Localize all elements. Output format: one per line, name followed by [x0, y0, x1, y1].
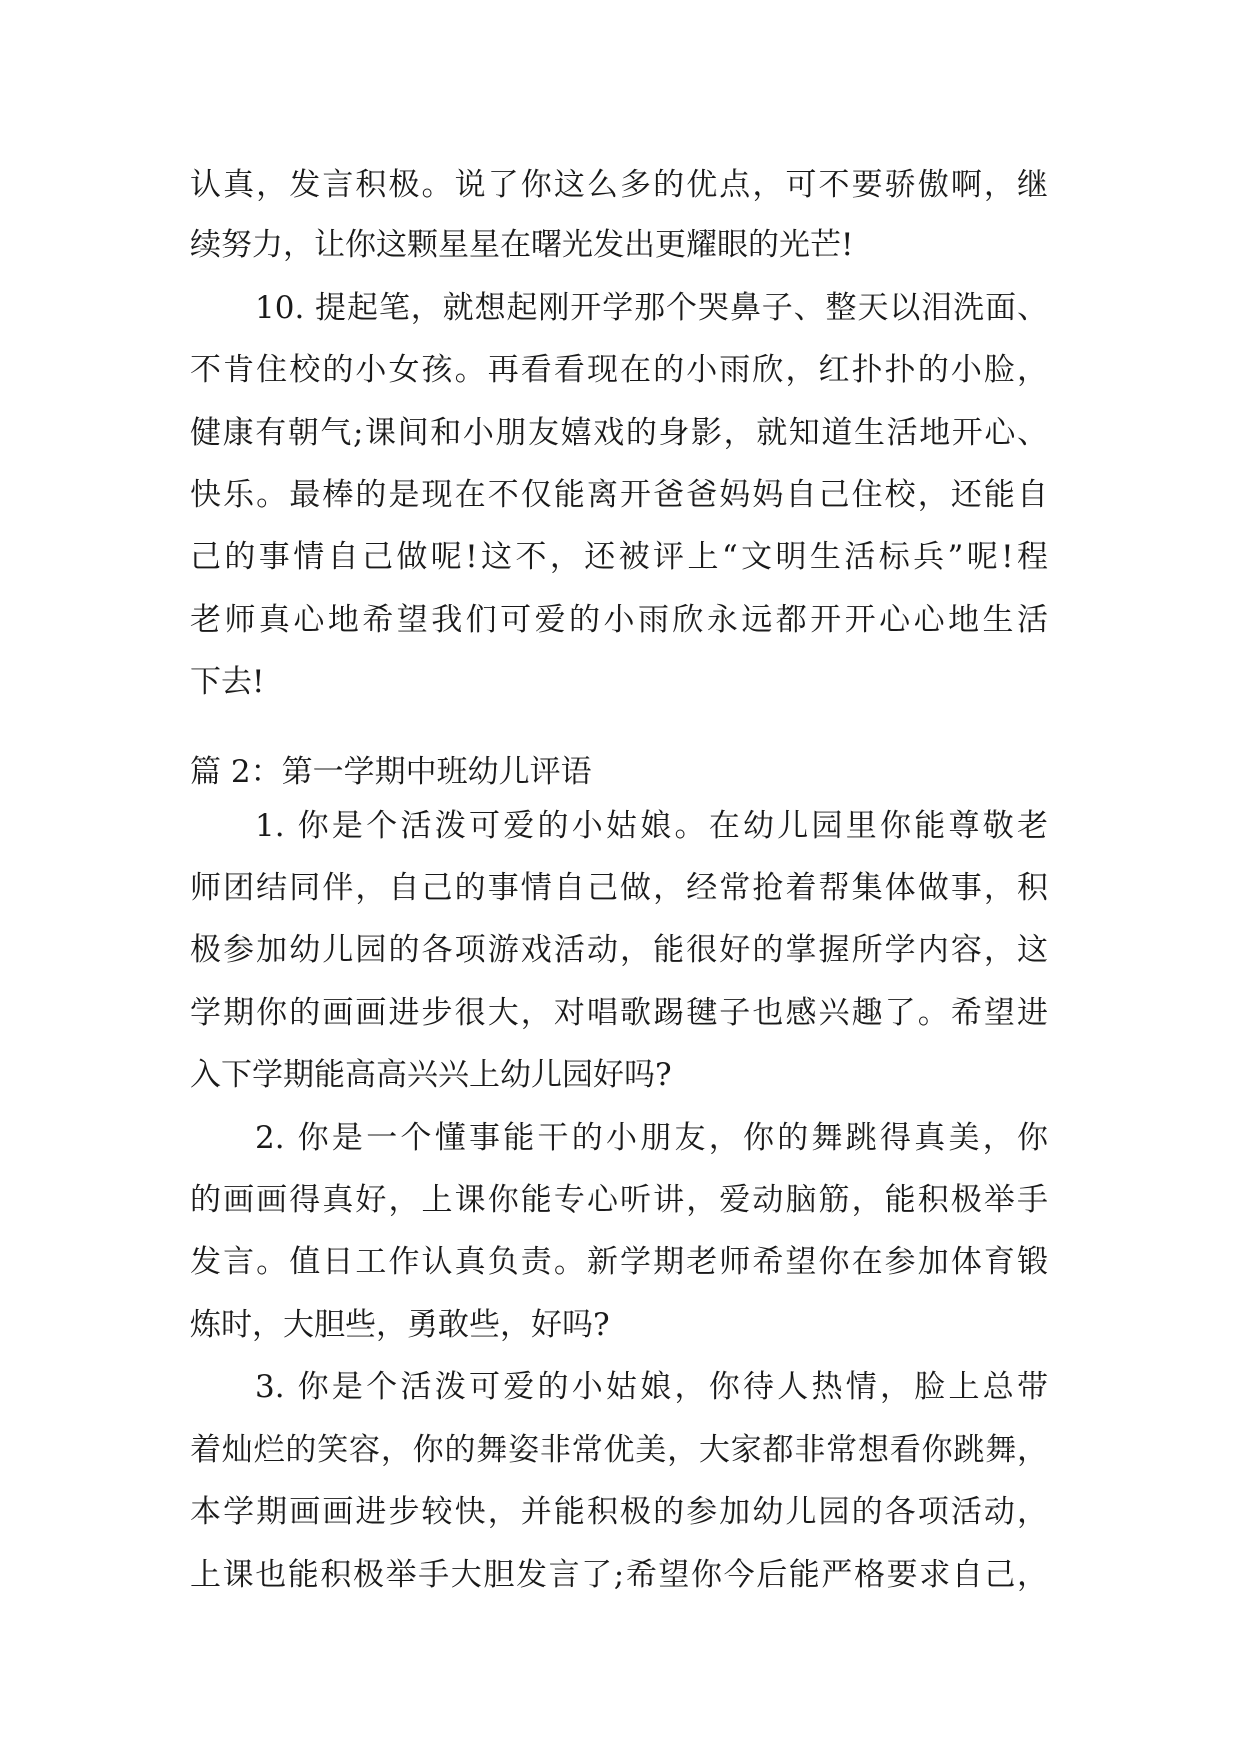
text-line: 快乐。最棒的是现在不仅能离开爸爸妈妈自己住校，还能自: [190, 477, 1048, 513]
text-line: 师团结同伴，自己的事情自己做，经常抢着帮集体做事，积: [190, 870, 1048, 906]
text-line: 老师真心地希望我们可爱的小雨欣永远都开开心心地生活: [190, 602, 1048, 638]
text-line: 下去!: [190, 664, 265, 700]
text-line: 10. 提起笔，就想起刚开学那个哭鼻子、整天以泪洗面、: [255, 290, 1048, 326]
section-title: 篇 2：第一学期中班幼儿评语: [190, 754, 592, 790]
text-line: 不肯住校的小女孩。再看看现在的小雨欣，红扑扑的小脸，: [190, 352, 1048, 388]
text-line: 的画画得真好，上课你能专心听讲，爱动脑筋，能积极举手: [190, 1182, 1048, 1218]
text-line: 续努力，让你这颗星星在曙光发出更耀眼的光芒!: [190, 227, 854, 263]
text-line: 己的事情自己做呢!这不，还被评上“文明生活标兵”呢!程: [190, 539, 1048, 575]
text-line: 炼时，大胆些，勇敢些，好吗?: [190, 1307, 610, 1343]
text-line: 入下学期能高高兴兴上幼儿园好吗?: [190, 1057, 672, 1093]
text-line: 3. 你是个活泼可爱的小姑娘，你待人热情，脸上总带: [255, 1369, 1048, 1405]
text-line: 上课也能积极举手大胆发言了;希望你今后能严格要求自己，: [190, 1557, 1048, 1593]
text-line: 极参加幼儿园的各项游戏活动，能很好的掌握所学内容，这: [190, 932, 1048, 968]
text-line: 发言。值日工作认真负责。新学期老师希望你在参加体育锻: [190, 1244, 1048, 1280]
text-line: 着灿烂的笑容，你的舞姿非常优美，大家都非常想看你跳舞，: [190, 1432, 1048, 1468]
text-line: 健康有朝气;课间和小朋友嬉戏的身影，就知道生活地开心、: [190, 415, 1048, 451]
text-line: 认真，发言积极。说了你这么多的优点，可不要骄傲啊，继: [190, 167, 1048, 203]
text-line: 1. 你是个活泼可爱的小姑娘。在幼儿园里你能尊敬老: [255, 808, 1048, 844]
text-line: 本学期画画进步较快，并能积极的参加幼儿园的各项活动，: [190, 1494, 1048, 1530]
text-line: 学期你的画画进步很大，对唱歌踢毽子也感兴趣了。希望进: [190, 995, 1048, 1031]
text-line: 2. 你是一个懂事能干的小朋友，你的舞跳得真美，你: [255, 1120, 1048, 1156]
